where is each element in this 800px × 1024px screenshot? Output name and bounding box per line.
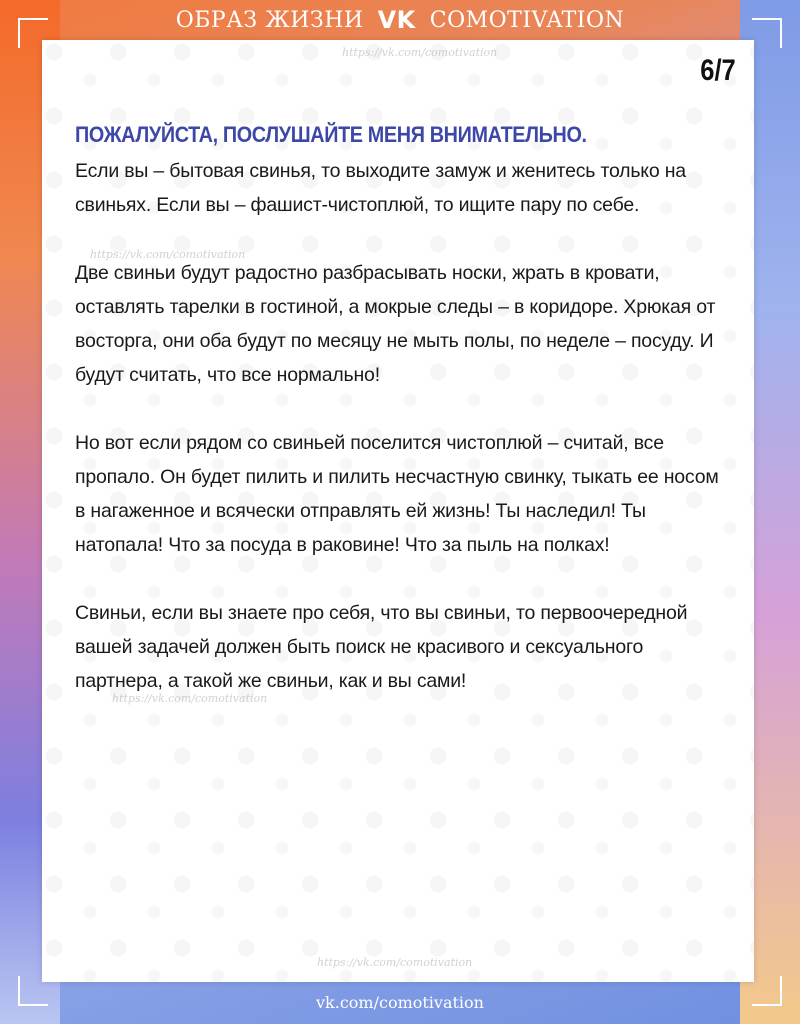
content-card [42,40,754,982]
brand-title: ОБРАЗ ЖИЗНИ [175,7,364,33]
article-body [75,120,725,732]
watermark-url: https://vk.com/comotivation [90,248,246,261]
article-heading: ПОЖАЛУЙСТА, ПОСЛУШАЙТЕ МЕНЯ ВНИМАТЕЛЬНО. [75,122,587,147]
brand-community-name: COMOTIVATION [429,7,625,33]
paragraph-4: Свиньи, если вы знаете про себя, что вы свиньи, то первоочередной вашей задачей должен быть поиск не красивого и сексуального партнера, а такой же свиньи, как и вы сами! [75,602,688,692]
watermark-url: https://vk.com/comotivation [317,956,473,969]
paragraph-1: Если вы – бытовая свинья, то выходите замуж и женитесь только на свиньях. Если вы – фашист-чистоплюй, то ищите пару по себе. [75,160,686,216]
paragraph-3: Но вот если рядом со свиньей поселится чистоплюй – считай, все пропало. Он будет пилить и пилить несчастную свинку, тыкать ее носом в нагаженное и всячески отправлять ей жизнь! Ты наследил! Ты натопала! Что за посуда в раковине! Что за пыль на полках! [75,432,719,556]
vk-logo-icon: VK [377,6,416,34]
brand-header [0,0,800,40]
footer-url: vk.com/comotivation [316,993,484,1012]
watermark-url: https://vk.com/comotivation [342,46,498,59]
watermark-url: https://vk.com/comotivation [112,692,268,705]
paragraph-2: Две свиньи будут радостно разбрасывать носки, жрать в кровати, оставлять тарелки в гостиной, а мокрые следы – в коридоре. Хрюкая от восторга, они оба будут по месяцу не мыть полы, по неделе – посуду. И будут считать, что все нормально! [75,262,716,386]
page-number: 6/7 [700,54,736,87]
